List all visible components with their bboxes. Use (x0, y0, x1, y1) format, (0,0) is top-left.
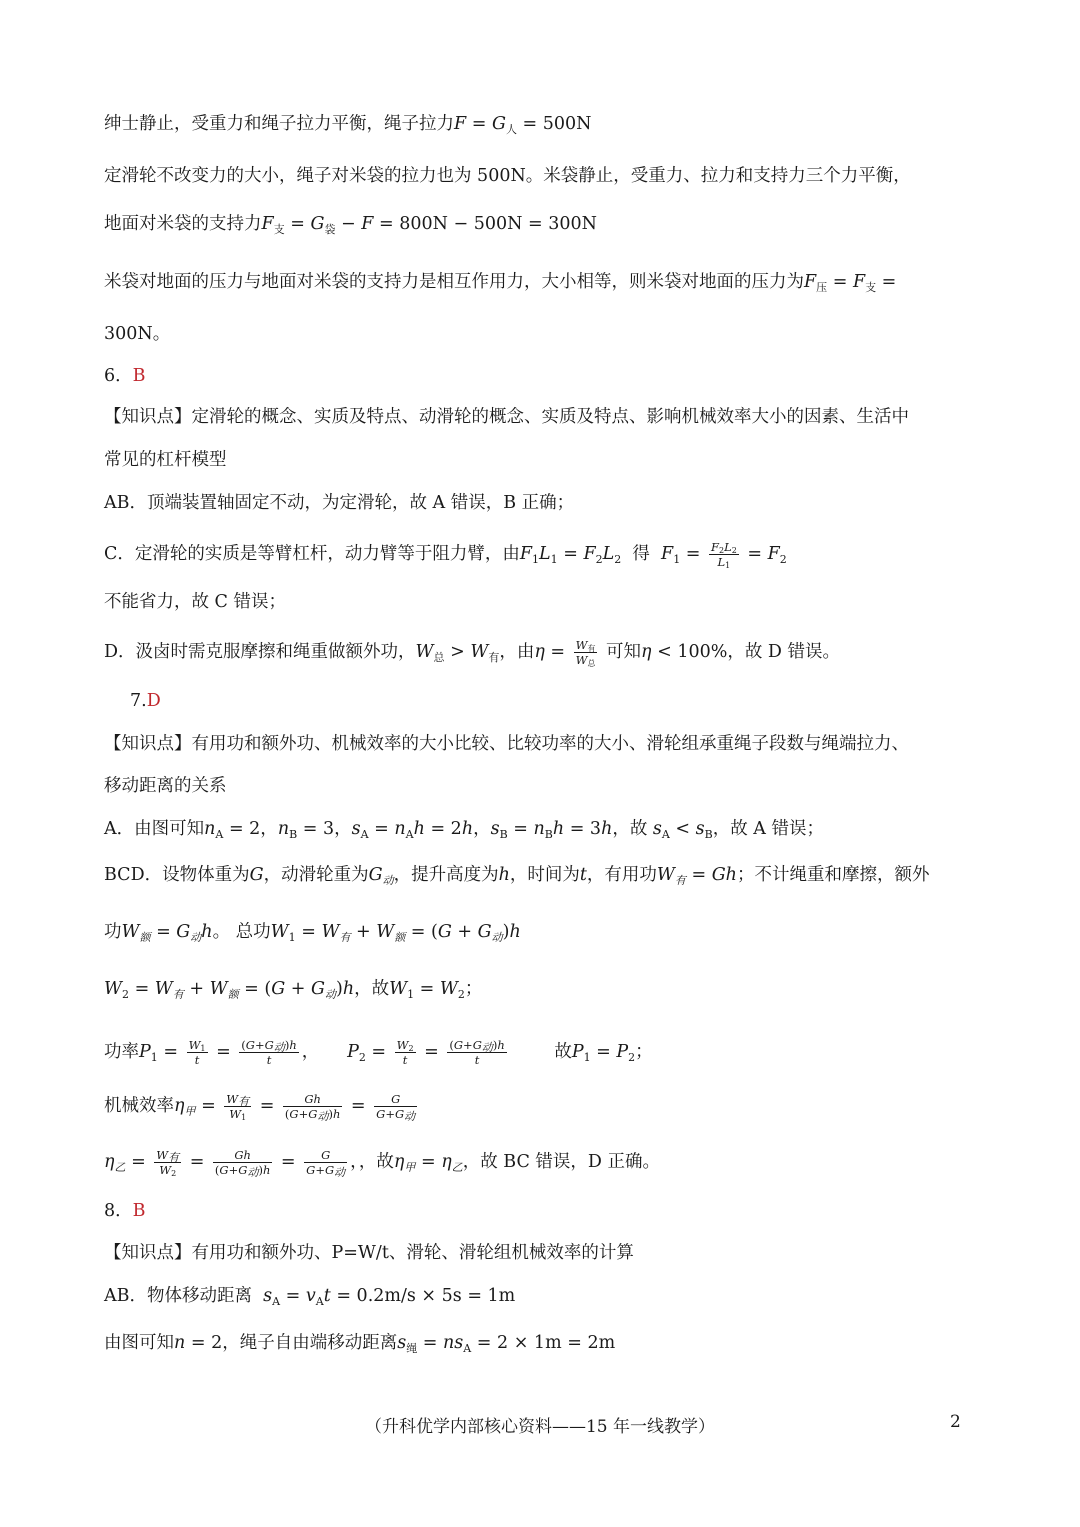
option-d: D．汲卤时需克服摩擦和绳重做额外功，$W_总 > W_有$，由η = $\frac{W_有}{W_总}$ 可知η < 100%，故 D 错误。 (104, 638, 841, 668)
page-footer: （升科优学内部核心资料——15 年一线教学） (364, 1417, 716, 1437)
knowledge-point: 【知识点】定滑轮的概念、实质及特点、动滑轮的概念、实质及特点、影响机械效率大小的因素、生活中 (104, 407, 909, 427)
work-equation: $W_2 = W_有 + W_额 = (G + G_动)h$，故$W_1 = W_2$； (104, 979, 483, 1001)
solution-line: 由图可知n = 2，绳子自由端移动距离$s_绳 = ns_A = 2 \times 1m = 2m$ (104, 1333, 616, 1355)
option-c-conclusion: 不能省力，故 C 错误； (104, 592, 287, 612)
solution-line: 地面对米袋的支持力$F_支 = G_袋 - F = 800N - 500N = 300N$ (104, 214, 597, 236)
fraction: $\frac{F_2L_2}{L_1}$ (710, 540, 737, 570)
option-c: C．定滑轮的实质是等臂杠杆，动力臂等于阻力臂，由$F_1L_1 = F_2L_2$ 得 $F_1$ = $\frac{F_2L_2}{L_1}$ = $F_2$ (104, 540, 787, 570)
fraction: $\frac{(G+G_动)h}{t}$ (449, 1038, 505, 1067)
solution-line: 300N。 (104, 324, 171, 344)
fraction: $\frac{W_有}{W_1}$ (226, 1092, 250, 1122)
power-equation: 功率$P_1$ = $\frac{W_1}{t}$ = $\frac{(G+G_动)h}{t}$ ， $P_2$ = $\frac{W_2}{t}$ = $\frac{(G+G_动)h}{t}$ 故$P_1 = P_2$； (104, 1038, 653, 1067)
question-6-header: 6．B (104, 366, 146, 386)
answer-label: D (146, 691, 161, 711)
fraction: $\frac{Gh}{(G+G_动)h}$ (214, 1148, 271, 1179)
knowledge-point: 移动距离的关系 (104, 776, 227, 796)
option-a: A．由图可知$n_A = 2$，$n_B = 3$，$s_A = n_Ah = 2h$，$s_B = n_Bh = 3h$，故 $s_A < s_B$，故 A 错误； (104, 819, 824, 841)
fraction: $\frac{Gh}{(G+G_动)h}$ (284, 1092, 341, 1123)
option-bcd: BCD．设物体重为G，动滑轮重为$G_动$，提升高度为h，时间为t，有用功$W_有 = Gh$；不计绳重和摩擦，额外 (104, 865, 930, 887)
solution-line: 定滑轮不改变力的大小，绳子对米袋的拉力也为 500N。米袋静止，受重力、拉力和支持力三个力平衡， (104, 166, 911, 186)
work-equation: 功$W_额 = G_动h$。 总功$W_1 = W_有 + W_额 = (G + G_动)h$ (104, 922, 521, 944)
question-7-header: 7.D (130, 691, 161, 711)
page-number: 2 (950, 1412, 961, 1432)
fraction: $\frac{W_有}{W_总}$ (575, 638, 596, 668)
fraction: $\frac{(G+G_动)h}{t}$ (241, 1038, 297, 1067)
knowledge-point: 【知识点】有用功和额外功、P=W/t、滑轮、滑轮组机械效率的计算 (104, 1243, 634, 1263)
fraction: $\frac{W_1}{t}$ (188, 1038, 206, 1067)
answer-label: B (132, 366, 146, 386)
option-ab: AB．物体移动距离 $s_A = v_At = 0.2m/s \times 5s = 1m$ (104, 1286, 516, 1308)
question-8-header: 8．B (104, 1201, 146, 1221)
fraction: $\frac{G}{G+G_动}$ (306, 1148, 346, 1179)
efficiency-equation: 机械效率$\eta_甲$ = $\frac{W_有}{W_1}$ = $\frac{Gh}{(G+G_动)h}$ = $\frac{G}{G+G_动}$ (104, 1092, 416, 1123)
fraction: $\frac{W_2}{t}$ (396, 1038, 414, 1067)
solution-line: 米袋对地面的压力与地面对米袋的支持力是相互作用力，大小相等，则米袋对地面的压力为$F_压 = F_支$ = (104, 272, 897, 294)
knowledge-point: 【知识点】有用功和额外功、机械效率的大小比较、比较功率的大小、滑轮组承重绳子段数与绳端拉力、 (104, 734, 909, 754)
option-ab: AB．顶端装置轴固定不动，为定滑轮，故 A 错误，B 正确； (104, 493, 575, 513)
efficiency-equation: $\eta_乙$ = $\frac{W_有}{W_2}$ = $\frac{Gh}{(G+G_动)h}$ = $\frac{G}{G+G_动}$ ，，故$\eta_甲 = \eta_乙$，故 BC 错误，D 正确。 (104, 1148, 661, 1179)
answer-label: B (132, 1201, 146, 1221)
knowledge-point: 常见的杠杆模型 (104, 450, 227, 470)
fraction: $\frac{G}{G+G_动}$ (376, 1092, 416, 1123)
solution-line: 绅士静止，受重力和绳子拉力平衡，绳子拉力$F = G_人 = 500N$ (104, 114, 592, 136)
fraction: $\frac{W_有}{W_2}$ (156, 1148, 180, 1178)
